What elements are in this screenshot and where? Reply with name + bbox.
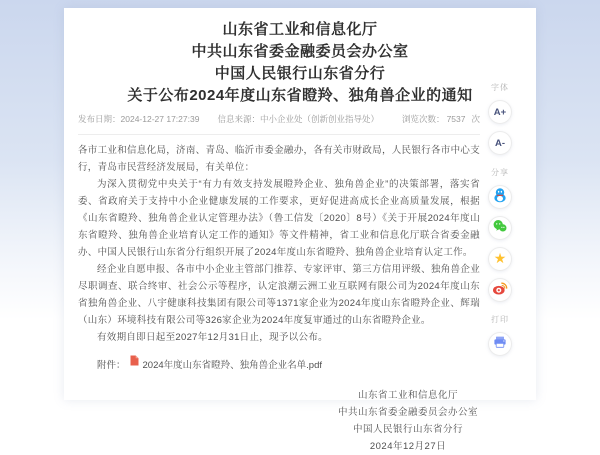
- signature-block: [338, 387, 478, 455]
- signature-line: 中国人民银行山东省分行: [352, 424, 463, 435]
- attachment-link[interactable]: 2024年度山东省瞪羚、独角兽企业名单.pdf: [142, 360, 322, 371]
- wechat-icon: [492, 218, 508, 239]
- pdf-file-icon: [130, 355, 139, 372]
- attachment-label: 附件：: [97, 360, 126, 371]
- side-toolbar: [482, 82, 518, 356]
- meta-row: [78, 113, 480, 135]
- font-decrease-icon: A-: [494, 137, 506, 149]
- document-title-line: 山东省工业和信息化厅: [222, 21, 378, 38]
- qq-icon: [492, 187, 508, 208]
- weibo-icon: [492, 280, 508, 301]
- signature-line: 中共山东省委金融委员会办公室: [337, 407, 478, 418]
- signature-date: 2024年12月27日: [369, 441, 447, 452]
- print-label: 打印: [491, 315, 509, 324]
- font-increase-button[interactable]: [488, 100, 512, 124]
- favorite-button[interactable]: [488, 247, 512, 271]
- document-body: [78, 142, 480, 455]
- share-weibo-button[interactable]: [488, 278, 512, 302]
- info-source: 信息来源：中小企业处（创新创业指导处）: [217, 114, 379, 124]
- body-paragraph: 有效期自即日起至2027年12月31日止，现予以公布。: [97, 332, 328, 343]
- signature-line: 山东省工业和信息化厅: [357, 390, 458, 401]
- document-title-line: 中共山东省委金融委员会办公室: [191, 43, 409, 60]
- font-size-label: 字体: [491, 83, 509, 92]
- attachment-row: [78, 357, 480, 374]
- document-title-line: 中国人民银行山东省分行: [214, 65, 386, 82]
- font-increase-icon: A+: [493, 106, 507, 118]
- document-title: [64, 8, 536, 107]
- document-title-line: 关于公布2024年度山东省瞪羚、独角兽企业的通知: [127, 87, 473, 104]
- star-icon: ★: [493, 250, 507, 266]
- body-paragraph: 经企业自愿申报、各市中小企业主管部门推荐、专家评审、第三方信用评级、独角兽企业尽职调查、联合终审、社会公示等程序，认定浪潮云洲工业互联网有限公司为2024年度山东省独角兽企业、八宇健康科技集团有限公司等1371家企业为2024年度山东省瞪羚企业、辉瑞（山东）环境科技有限公司等326家企业为2024年度复审通过的山东省瞪羚企业。: [78, 264, 480, 326]
- body-paragraph: 各市工业和信息化局，济南、青岛、临沂市委金融办，各有关市财政局，人民银行各市中心支行，青岛市民营经济发展局，有关单位：: [78, 145, 480, 173]
- share-qq-button[interactable]: [488, 185, 512, 209]
- publish-date: 发布日期：2024-12-27 17:27:39: [78, 114, 200, 124]
- printer-icon: [492, 334, 508, 355]
- content-card: [64, 8, 536, 452]
- view-count: 浏览次数： 7537 次: [402, 114, 480, 124]
- body-paragraph: 为深入贯彻党中央关于“有力有效支持发展瞪羚企业、独角兽企业”的决策部署，落实省委、省政府关于支持中小企业健康发展的工作要求，更好促进高成长企业高质量发展，根据《山东省瞪羚、独角兽企业认定管理办法》（鲁工信发〔2020〕8号）《关于开展2024年度山东省瞪羚、独角兽企业培育认定工作的通知》等文件精神，省工业和信息化厅联合省委金融办、中国人民银行山东省分行组织开展了2024年度山东省瞪羚、独角兽企业培育认定工作。: [78, 179, 480, 258]
- share-label: 分享: [491, 168, 509, 177]
- font-decrease-button[interactable]: [488, 131, 512, 155]
- share-wechat-button[interactable]: [488, 216, 512, 240]
- print-button[interactable]: [488, 332, 512, 356]
